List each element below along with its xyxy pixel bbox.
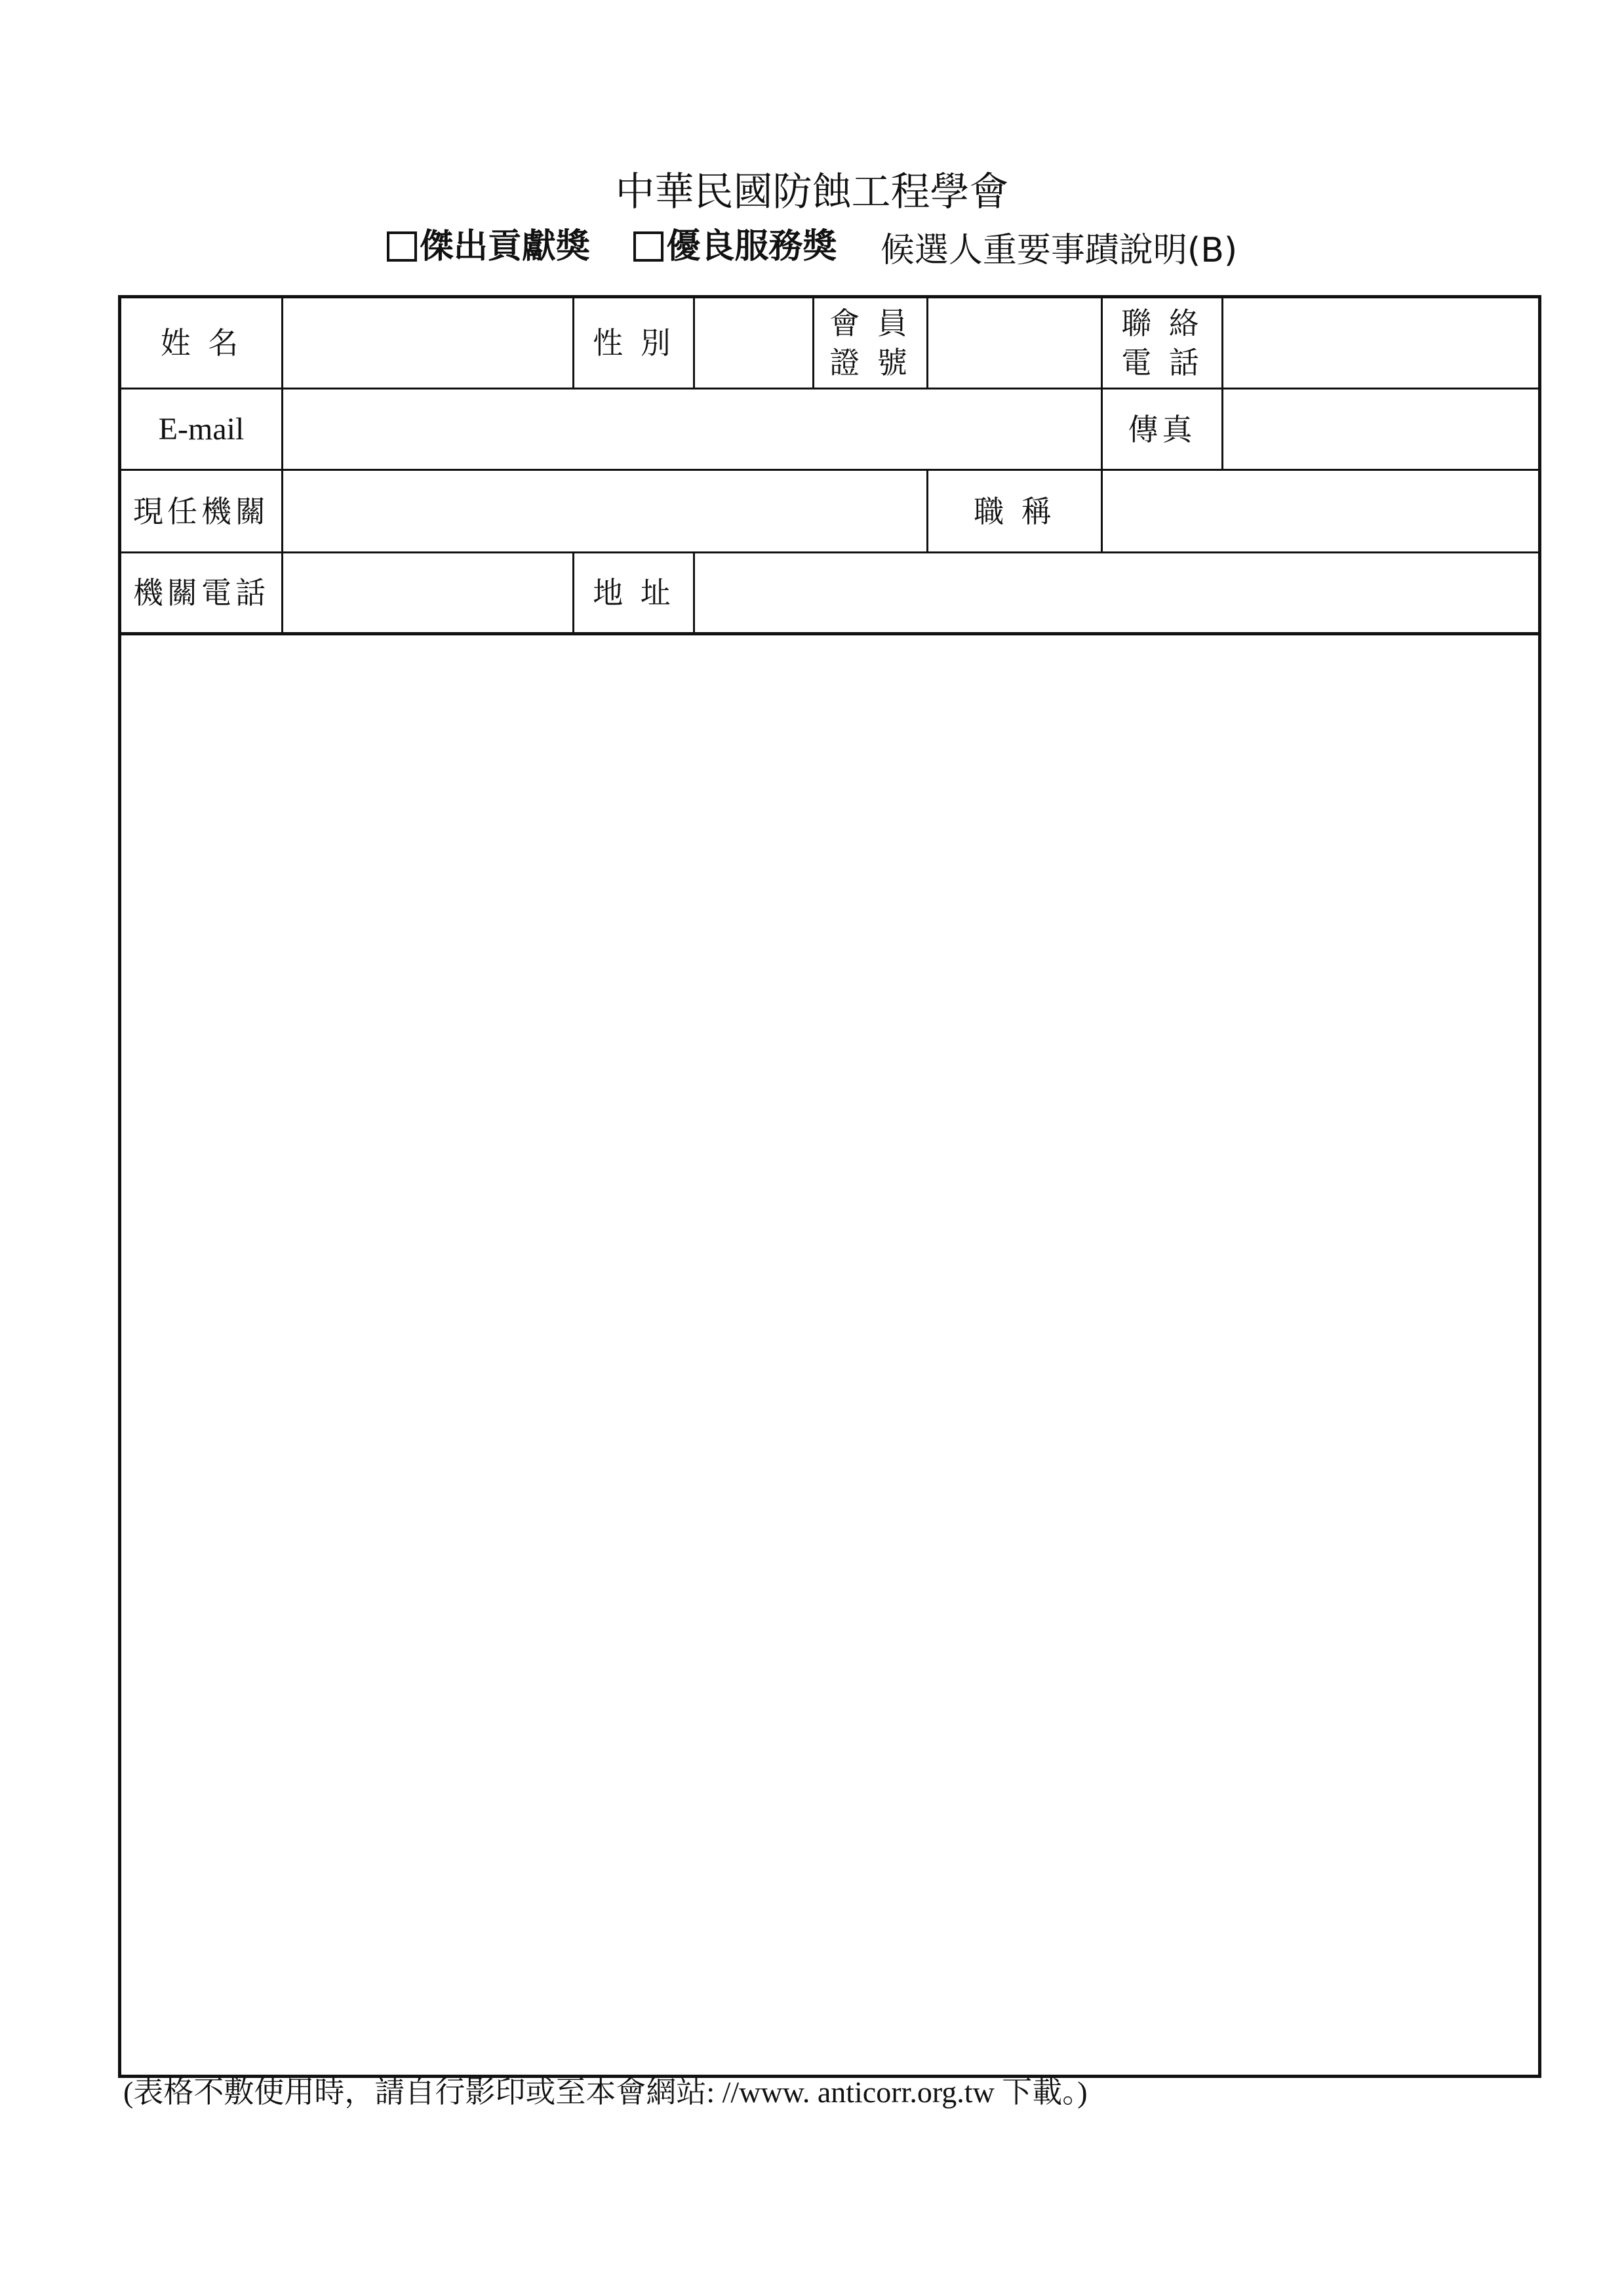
- form-subtitle: [0, 220, 1624, 277]
- excellent-service-checkbox[interactable]: [633, 231, 663, 262]
- contact-phone-field[interactable]: [1223, 297, 1540, 389]
- gender-label: 性 別: [574, 297, 694, 389]
- form-row-4: [120, 553, 1540, 634]
- fax-field[interactable]: [1223, 389, 1540, 470]
- member-id-label-line1: 會 員: [829, 306, 911, 341]
- member-id-label: [814, 297, 928, 389]
- address-label: 地 址: [574, 553, 694, 634]
- job-title-field[interactable]: [1102, 470, 1540, 553]
- current-org-label: 現任機關: [120, 470, 283, 553]
- job-title-label: 職 稱: [928, 470, 1102, 553]
- outstanding-contribution-checkbox[interactable]: [387, 231, 417, 262]
- org-phone-label: 機關電話: [120, 553, 283, 634]
- contact-phone-label: [1102, 297, 1223, 389]
- current-org-field[interactable]: [283, 470, 928, 553]
- form-row-3: [120, 470, 1540, 553]
- org-phone-field[interactable]: [283, 553, 574, 634]
- member-id-field[interactable]: [928, 297, 1102, 389]
- email-field[interactable]: [283, 389, 1102, 470]
- achievements-textarea[interactable]: [120, 634, 1540, 2077]
- address-field[interactable]: [694, 553, 1540, 634]
- footer-note: (表格不敷使用時，請自行影印或至本會網站: //www. anticorr.org.tw 下載。): [123, 2075, 1088, 2109]
- member-id-label-line2: 證 號: [829, 345, 911, 380]
- award-option-outstanding[interactable]: [387, 220, 590, 273]
- fax-label: 傳真: [1102, 389, 1223, 470]
- gender-field[interactable]: [694, 297, 814, 389]
- contact-phone-label-line2: 電 話: [1121, 345, 1203, 380]
- name-label: 姓 名: [120, 297, 283, 389]
- form-title: 中華民國防蝕工程學會: [615, 169, 1009, 215]
- form-row-2: [120, 389, 1540, 470]
- email-label: E-mail: [120, 389, 283, 470]
- award-option-service[interactable]: [633, 220, 837, 273]
- form-description: 候選人重要事蹟說明(B): [880, 231, 1238, 270]
- excellent-service-label: 優良服務獎: [666, 227, 837, 266]
- name-field[interactable]: [283, 297, 574, 389]
- candidate-form-table: [118, 295, 1541, 2078]
- form-row-1: [120, 297, 1540, 389]
- contact-phone-label-line1: 聯 絡: [1121, 306, 1203, 341]
- outstanding-contribution-label: 傑出貢獻獎: [419, 227, 590, 266]
- form-row-5: [120, 634, 1540, 2077]
